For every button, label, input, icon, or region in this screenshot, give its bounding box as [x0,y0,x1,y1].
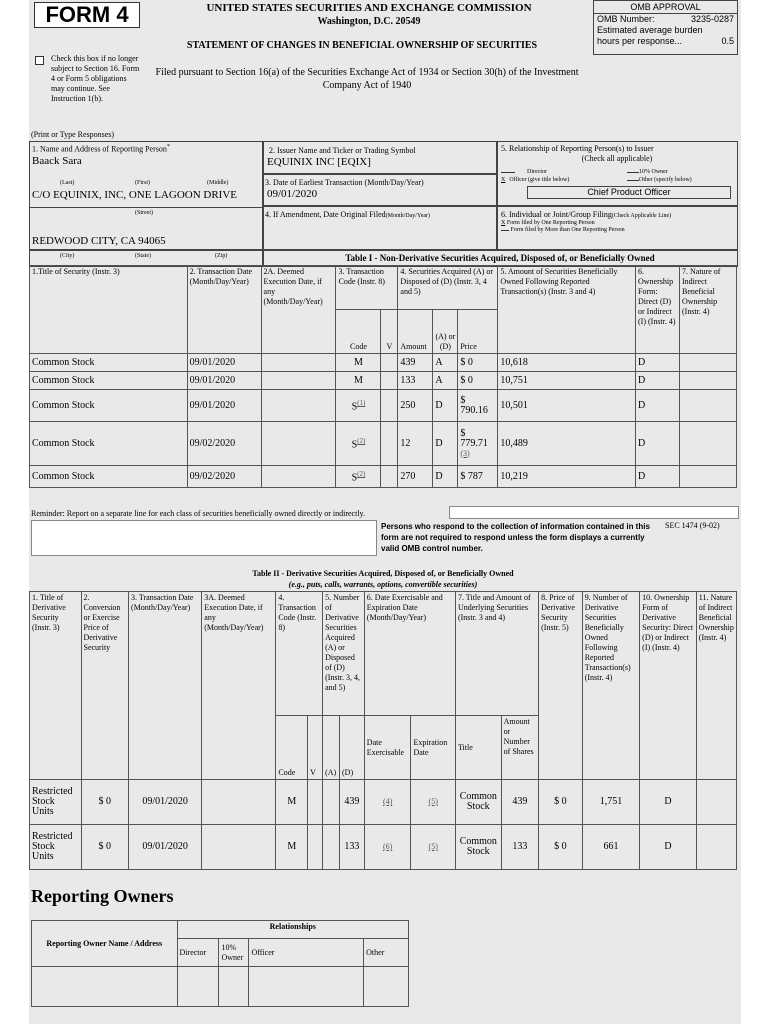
reporter-name: Baack Sara [32,154,82,167]
t2-r0-a [323,780,340,825]
t1-r2-price: $ 790.16 [458,390,498,422]
owner-row-other [364,967,409,1007]
t2-r1-price: $ 0 [81,825,129,870]
one-person-option[interactable]: Form filed by One Reporting Person [506,220,595,226]
t2-r0-d: 439 [340,780,365,825]
filing-box [496,205,738,251]
form-title: FORM 4 [34,2,140,28]
t1-h7: 7. Nature of Indirect Beneficial Ownership (Instr. 4) [679,266,736,354]
omb-title: OMB APPROVAL [594,1,737,14]
t1-h5: 5. Amount of Securities Beneficially Owned Following Reported Transaction(s) (Instr. 3 and 4) [498,266,636,354]
t1-r4-title: Common Stock [30,466,188,488]
checkbox-text: Check this box if no longer subject to Section 16. Form 4 or Form 5 obligations may continue. See Instruction 1(b). [51,54,140,103]
t1-r1-code: M [336,372,381,390]
relationship-label: 5. Relationship of Reporting Person(s) to Issuer [501,144,654,153]
t1-r0-code: M [336,354,381,372]
t1-h3: 3. Transaction Code (Instr. 8) [336,266,398,310]
reporter-city-state-zip: REDWOOD CITY, CA 94065 [32,235,166,247]
table2-title: Table II - Derivative Securities Acquired, Disposed of, or Beneficially Owned [252,569,514,578]
t2-h11: 11. Nature of Indirect Beneficial Ownership (Instr. 4) [696,592,736,780]
no-longer-subject-checkbox[interactable] [35,56,44,65]
t2-r1-form: D [640,825,697,870]
t1-r0-deemed [261,354,336,372]
t1-r1-price: $ 0 [458,372,498,390]
t2-r0-expiration-link[interactable]: (5) [428,797,438,806]
reporting-owners-table [31,920,409,1007]
t2-r0-title: Restricted Stock Units [30,780,82,825]
owners-ten-pct-col: 10% Owner [219,939,249,967]
issuer-label: 2. Issuer Name and Ticker or Trading Symbol [269,146,416,155]
t2-r0-exercisable-link[interactable]: (4) [382,797,393,806]
t2-code: Code [276,716,308,780]
t2-r0-underlying-title: Common Stock [455,780,501,825]
t1-r3-footnote-link[interactable]: (2) [357,437,366,446]
t1-r2-nature [679,390,736,422]
t1-r4-nature [679,466,736,488]
t1-r1-amount: 133 [398,372,433,390]
t1-r4-date: 09/02/2020 [187,466,261,488]
notes-input[interactable] [31,520,377,556]
table-row [30,466,737,488]
t2-h5: 5. Number of Derivative Securities Acquired (A) or Disposed of (D) (Instr. 3, 4, and 5) [323,592,365,716]
amendment-label-b: (Month/Day/Year) [385,213,431,219]
t1-r1-form: D [636,372,680,390]
t1-r2-code: S [351,401,358,413]
city-label: (City) [60,253,75,259]
t1-r2-ad: D [433,390,458,422]
t2-r0-nature [696,780,736,825]
street-label: (Street) [135,210,153,216]
officer-option[interactable]: Officer (give title below) [509,177,570,183]
t1-r4-code: S [351,472,358,484]
t2-h3: 3. Transaction Date (Month/Day/Year) [129,592,202,780]
t1-r3-amount: 12 [398,422,433,466]
t1-h2a: 2A. Deemed Execution Date, if any (Month/Day/Year) [261,266,336,354]
owner-name-col: Reporting Owner Name / Address [32,921,178,967]
one-person-mark: X [501,220,506,226]
t1-r4-owned: 10,219 [498,466,636,488]
table2 [29,591,737,870]
t1-code: Code [336,310,381,354]
t1-r3-price: $ 779.71 [460,427,488,449]
owner-row-name [32,967,178,1007]
t2-r0-deriv-price: $ 0 [539,780,583,825]
omb-burden: Estimated average burden [597,25,703,35]
t2-r0-form: D [640,780,697,825]
middle-label: (Middle) [207,180,229,186]
t2-h3a: 3A. Deemed Execution Date, if any (Month/Day/Year) [202,592,276,780]
owner-row-officer [249,967,364,1007]
t1-h1: 1.Title of Security (Instr. 3) [30,266,188,354]
director-option[interactable]: Director [527,169,547,175]
issuer-box [262,141,498,175]
t1-r3-deemed [261,422,336,466]
first-label: (First) [135,180,150,186]
t2-r1-nature [696,825,736,870]
t1-r2-amount: 250 [398,390,433,422]
t1-r0-title: Common Stock [30,354,188,372]
table-row [30,825,737,870]
issuer-name: EQUINIX INC [EQIX] [267,156,371,168]
other-option[interactable]: Other (specify below) [639,177,692,183]
t2-exp: Expiration Date [411,716,456,780]
t2-d: (D) [340,716,365,780]
t2-r1-exercisable-link[interactable]: (6) [382,842,393,851]
table-row [30,422,737,466]
t1-v: V [381,310,398,354]
reporting-owners-heading: Reporting Owners [31,886,174,906]
ten-percent-option[interactable]: 10% Owner [639,169,668,175]
t2-r1-underlying-amount: 133 [501,825,538,870]
t2-r1-underlying-title: Common Stock [455,825,501,870]
t1-r4-price: $ 787 [458,466,498,488]
reporter-star: * [166,144,170,150]
t1-h2: 2. Transaction Date (Month/Day/Year) [187,266,261,354]
table-row [30,780,737,825]
reporter-label: 1. Name and Address of Reporting Person [32,144,167,154]
omb-hours-label: hours per response... [597,36,683,46]
t1-amount: Amount [398,310,433,354]
t1-r4-v [381,466,398,488]
t1-r2-form: D [636,390,680,422]
statement-title: STATEMENT OF CHANGES IN BENEFICIAL OWNERSHIP OF SECURITIES [186,40,538,51]
t1-r0-owned: 10,618 [498,354,636,372]
t1-r0-date: 09/01/2020 [187,354,261,372]
t1-r2-owned: 10,501 [498,390,636,422]
t2-r0-price: $ 0 [81,780,129,825]
t1-r2-footnote-link[interactable]: (1) [357,399,366,408]
t1-r4-amount: 270 [398,466,433,488]
zip-label: (Zip) [215,253,228,259]
t1-r1-owned: 10,751 [498,372,636,390]
t1-r3-ad: D [433,422,458,466]
t1-r0-form: D [636,354,680,372]
table-row [30,354,737,372]
t2-r1-a [323,825,340,870]
reporter-address: C/O EQUINIX, INC, ONE LAGOON DRIVE [32,189,238,201]
filing-label-b: (Check Applicable Line) [611,213,672,219]
t1-h4: 4. Securities Acquired (A) or Disposed of (D) (Instr. 3, 4 and 5) [398,266,498,310]
t1-r1-deemed [261,372,336,390]
t1-r4-ad: D [433,466,458,488]
officer-title: Chief Product Officer [527,186,731,199]
t1-r3-v [381,422,398,466]
agency-city: Washington, D.C. 20549 [317,16,421,27]
t2-a: (A) [323,716,340,780]
t1-r3-owned: 10,489 [498,422,636,466]
t2-title-col: Title [455,716,501,780]
t1-r1-nature [679,372,736,390]
t1-price: Price [458,310,498,354]
reporting-person-box [29,141,264,251]
state-label: (State) [135,253,151,259]
t2-r1-title: Restricted Stock Units [30,825,82,870]
t1-r1-ad: A [433,372,458,390]
t1-r1-date: 09/01/2020 [187,372,261,390]
sec-number: SEC 1474 (9-02) [665,521,720,530]
omb-number: 3235-0287 [690,14,734,24]
t2-h8: 8. Price of Derivative Security (Instr. 5) [539,592,583,780]
owner-row-ten-pct [219,967,249,1007]
table-row [30,372,737,390]
agency-name: UNITED STATES SECURITIES AND EXCHANGE COMMISSION [206,2,532,14]
t2-r1-date: 09/01/2020 [129,825,202,870]
t2-r0-date: 09/01/2020 [129,780,202,825]
t1-r0-ad: A [433,354,458,372]
t1-r1-title: Common Stock [30,372,188,390]
last-label: (Last) [60,180,75,186]
t2-h7: 7. Title and Amount of Underlying Securities (Instr. 3 and 4) [455,592,538,716]
owners-other-col: Other [364,939,409,967]
t1-r2-date: 09/01/2020 [187,390,261,422]
t2-r1-v [308,825,323,870]
more-person-option[interactable]: Form filed by More than One Reporting Person [510,227,625,233]
owner-row-director [177,967,219,1007]
t2-h1: 1. Title of Derivative Security (Instr. 3) [30,592,82,780]
t1-r0-amount: 439 [398,354,433,372]
table2-subtitle: (e.g., puts, calls, warrants, options, convertible securities) [288,580,478,589]
t2-r0-owned: 1,751 [582,780,639,825]
t2-h4: 4. Transaction Code (Instr. 8) [276,592,323,716]
reminder-text: Reminder: Report on a separate line for each class of securities beneficially owned directly or indirectly. [31,509,366,518]
t1-r3-date: 09/02/2020 [187,422,261,466]
t1-r2-title: Common Stock [30,390,188,422]
omb-approval-box [593,0,738,55]
table-row [30,390,737,422]
t2-date-ex: Date Exercisable [364,716,411,780]
t2-h6: 6. Date Exercisable and Expiration Date (Month/Day/Year) [364,592,455,716]
t1-r2-deemed [261,390,336,422]
earliest-date: 09/01/2020 [267,188,318,200]
amendment-label: 4. If Amendment, Date Original Filed [265,210,386,219]
t2-r1-owned: 661 [582,825,639,870]
earliest-date-label: 3. Date of Earliest Transaction (Month/Day/Year) [265,178,424,187]
owners-officer-col: Officer [249,939,364,967]
t2-r0-deemed [202,780,276,825]
print-type: (Print or Type Responses) [31,130,115,139]
t1-h6: 6. Ownership Form: Direct (D) or Indirect (I) (Instr. 4) [636,266,680,354]
relationships-header: Relationships [177,921,408,939]
relationship-box [496,141,738,207]
t1-aord: (A) or (D) [433,310,458,354]
persons-notice: Persons who respond to the collection of information contained in this form are not required to respond unless the form displays a currently valid OMB control number. [381,522,650,553]
reminder-input[interactable] [449,506,739,519]
t1-r3-nature [679,422,736,466]
t2-h2: 2. Conversion or Exercise Price of Derivative Security [81,592,129,780]
t1-r4-footnote-link[interactable]: (2) [357,470,366,479]
form-page [29,0,741,1024]
omb-number-label: OMB Number: [597,14,655,24]
t1-r4-form: D [636,466,680,488]
officer-mark: X [501,177,506,183]
t1-r0-v [381,354,398,372]
t1-r3-form: D [636,422,680,466]
check-all-label: (Check all applicable) [581,154,653,163]
t2-v: V [308,716,323,780]
t2-h9: 9. Number of Derivative Securities Beneficially Owned Following Reported Transaction(s) (Instr. 4) [582,592,639,780]
omb-hours: 0.5 [721,36,734,46]
t1-r3-price-footnote-link[interactable]: (3) [460,448,470,458]
table1-title: Table I - Non-Derivative Securities Acquired, Disposed of, or Beneficially Owned [262,249,738,267]
t2-h10: 10. Ownership Form of Derivative Security: Direct (D) or Indirect (I) (Instr. 4) [640,592,697,780]
t1-r3-title: Common Stock [30,422,188,466]
t1-r1-v [381,372,398,390]
t2-r1-code: M [276,825,308,870]
filing-label: 6. Individual or Joint/Group Filing [501,210,612,219]
t2-r0-underlying-amount: 439 [501,780,538,825]
t1-r2-v [381,390,398,422]
t1-r0-nature [679,354,736,372]
amendment-box [262,205,498,251]
t1-r0-price: $ 0 [458,354,498,372]
filed-pursuant: Filed pursuant to Section 16(a) of the Securities Exchange Act of 1934 or Section 30(h) of the Investment Company Act of 1940 [155,67,579,91]
t2-amount-col: Amount or Number of Shares [501,716,538,780]
table1 [29,265,737,488]
earliest-date-box [262,173,498,207]
t1-r4-deemed [261,466,336,488]
t2-r1-deriv-price: $ 0 [539,825,583,870]
t2-r1-d: 133 [340,825,365,870]
t2-r1-deemed [202,825,276,870]
owners-director-col: Director [177,939,219,967]
t1-r3-code: S [351,439,358,451]
t2-r0-v [308,780,323,825]
t2-r1-expiration-link[interactable]: (5) [428,842,438,851]
t2-r0-code: M [276,780,308,825]
